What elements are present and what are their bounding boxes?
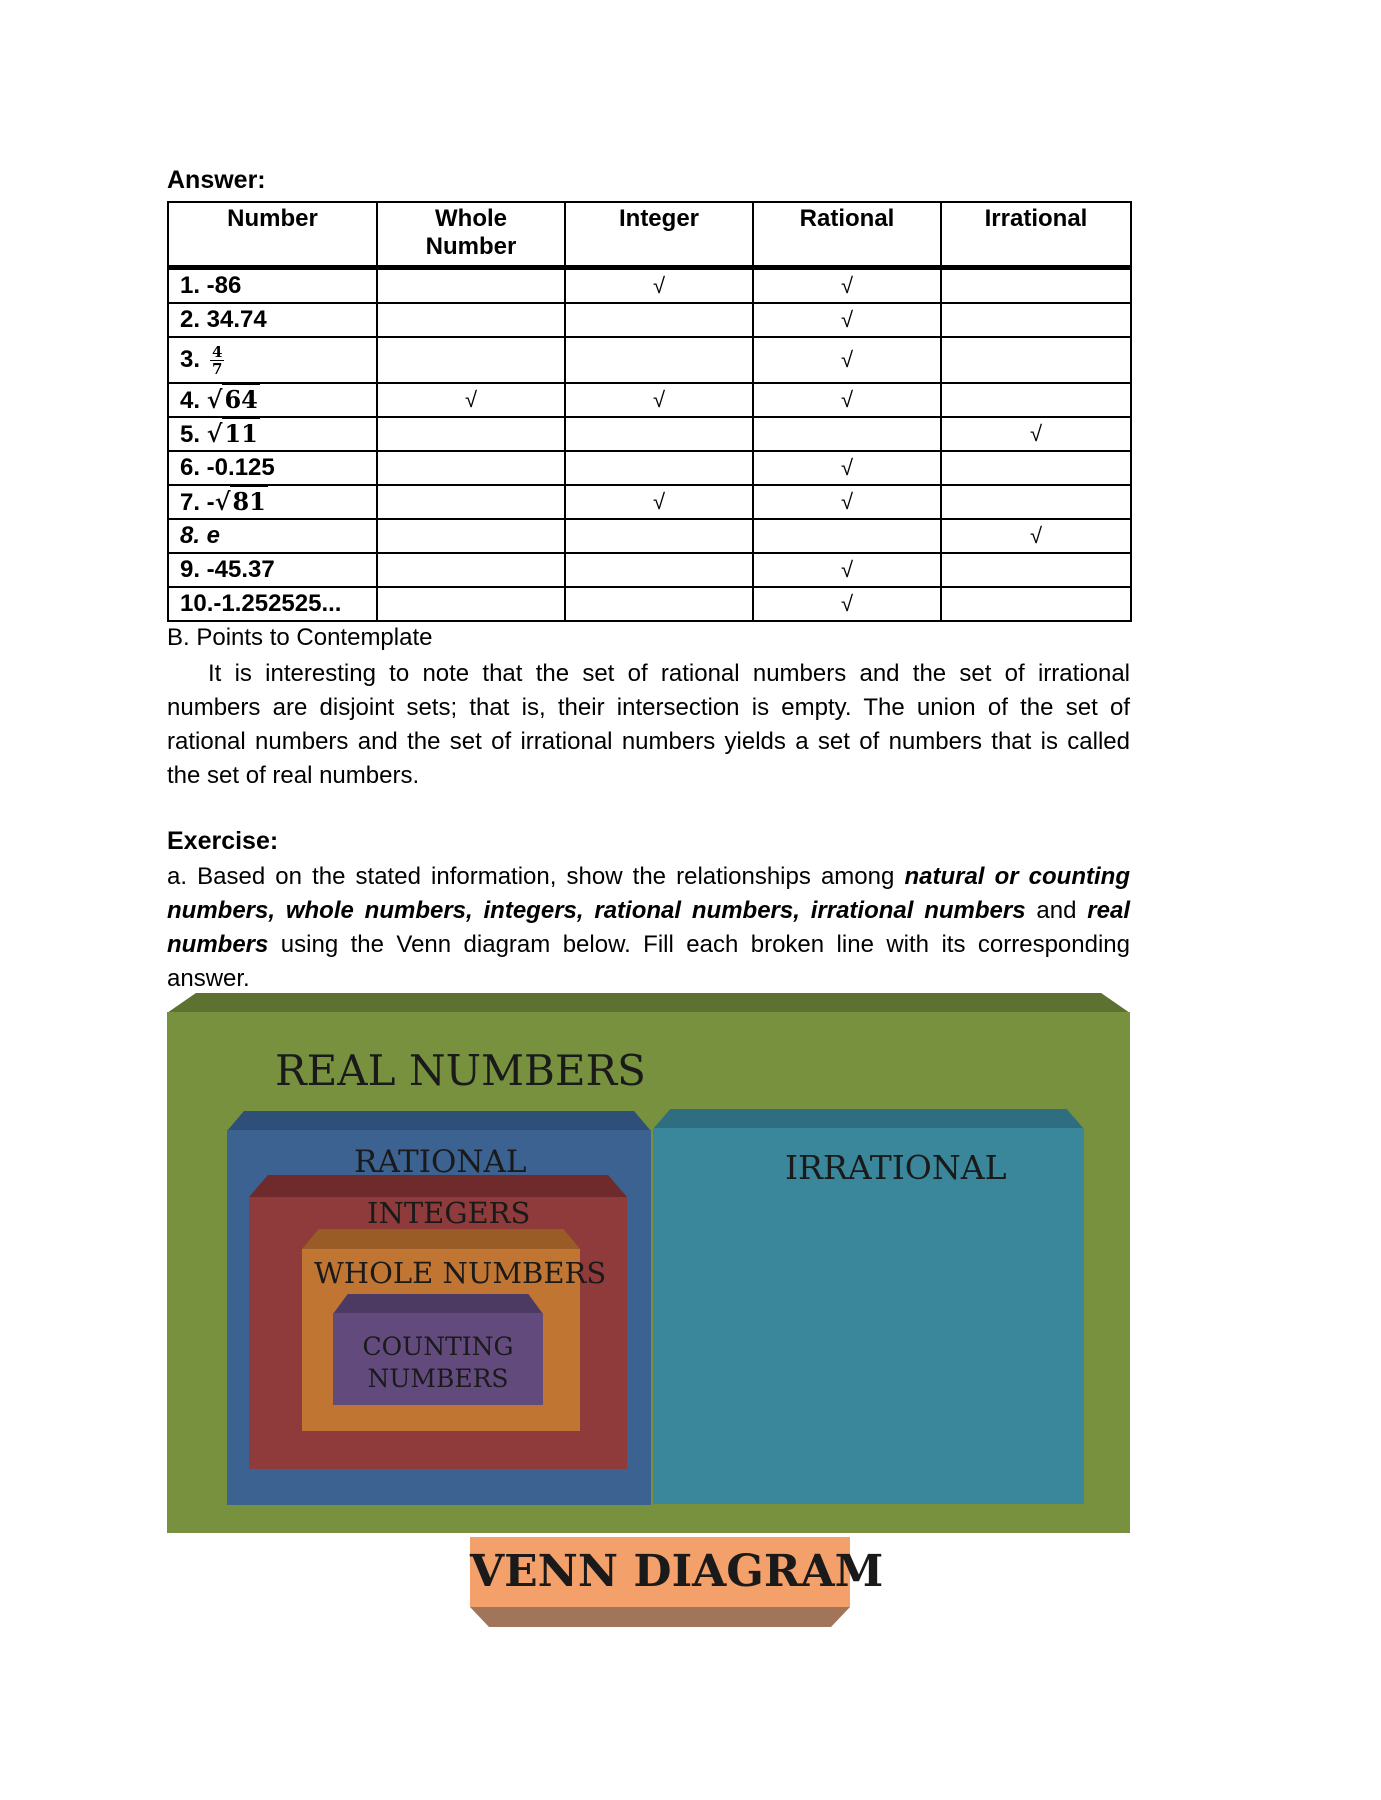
mark-cell: √ [753,303,941,337]
table-row [168,268,1131,304]
answer-table [167,201,1132,622]
exercise-heading: Exercise: [167,827,279,855]
counting-label-line1: COUNTING [362,1332,514,1361]
table-row [168,303,1131,337]
mark-cell [565,417,753,451]
counting-numbers-top-bevel [333,1294,543,1314]
fraction-numerator: 4 [212,342,223,361]
irrational-label: IRRATIONAL [785,1148,1007,1187]
mark-cell [941,553,1131,587]
mark-cell [377,451,565,485]
mark-cell [565,553,753,587]
venn-caption-bottom-bevel [470,1607,850,1627]
radicand: 11 [224,419,258,448]
mark-cell [565,337,753,383]
mark-cell [941,587,1131,621]
mark-cell [377,337,565,383]
real-numbers-top-bevel [167,993,1130,1013]
table-row [168,485,1131,519]
exercise-emphasis-1: natural or counting numbers, whole numbers, integers, rational numbers, irrational numbers [167,863,1130,924]
mark-cell [377,417,565,451]
mark-cell [377,303,565,337]
header-irrational: Irrational [941,202,1131,268]
mark-cell [941,303,1131,337]
mark-cell [753,519,941,553]
mark-cell: √ [377,383,565,417]
exercise-text-2: and [1025,897,1088,924]
mark-cell [377,268,565,304]
row-prefix: 7. - [180,489,215,516]
mark-cell [565,519,753,553]
mark-cell [941,383,1131,417]
radicand: 64 [224,385,258,414]
irrational-top-bevel [653,1109,1084,1129]
section-b-paragraph: It is interesting to note that the set of rational numbers and the set of irrational numbers are disjoint sets; that is, their intersection is empty. The union of the set of rational numbers and the set of irrational numbers yields a set of numbers that is called the set of real numbers. [167,660,1130,789]
header-rational: Rational [753,202,941,268]
real-numbers-label: REAL NUMBERS [275,1046,646,1095]
mark-cell [941,268,1131,304]
mark-cell [565,303,753,337]
answer-heading: Answer: [167,166,266,194]
mark-cell [377,519,565,553]
row-number [168,417,377,451]
fraction [210,344,224,377]
sqrt-symbol: √ [206,385,223,414]
mark-cell [941,485,1131,519]
mark-cell: √ [941,417,1131,451]
row-number: 6. -0.125 [168,451,377,485]
counting-label-line2: NUMBERS [367,1364,509,1393]
table-row [168,451,1131,485]
sqrt-symbol: √ [206,419,223,448]
mark-cell: √ [753,485,941,519]
whole-numbers-label: WHOLE NUMBERS [314,1256,607,1290]
mark-cell: √ [753,587,941,621]
mark-cell [753,417,941,451]
rational-label: RATIONAL [354,1144,527,1178]
row-number: 9. -45.37 [168,553,377,587]
exercise-paragraph [167,860,1130,996]
mark-cell: √ [753,337,941,383]
row-number [168,485,377,519]
table-row [168,587,1131,621]
fraction-denominator: 7 [212,359,223,378]
table-header-row [168,202,1131,268]
mark-cell: √ [753,553,941,587]
row-number: 1. -86 [168,268,377,304]
mark-cell [377,485,565,519]
venn-caption: VENN DIAGRAM [470,1546,884,1597]
mark-cell [565,451,753,485]
mark-cell: √ [565,485,753,519]
table-row [168,417,1131,451]
mark-cell [377,553,565,587]
radicand: 81 [232,487,266,516]
header-integer: Integer [565,202,753,268]
mark-cell: √ [753,268,941,304]
row-number: 10.-1.252525... [168,587,377,621]
mark-cell: √ [941,519,1131,553]
row-number [168,383,377,417]
header-whole-number: Whole Number [377,202,565,268]
mark-cell [377,587,565,621]
mark-cell: √ [565,268,753,304]
table-row [168,337,1131,383]
row-prefix: 3. [180,345,201,373]
mark-cell: √ [753,451,941,485]
exercise-emphasis-2: real numbers [167,897,1130,958]
row-number [168,337,377,383]
counting-numbers-label [333,1331,543,1395]
exercise-text-3: using the Venn diagram below. Fill each broken line with its corresponding answer. [167,931,1130,992]
row-prefix: 5. [180,421,201,448]
header-number: Number [168,202,377,268]
table-row [168,553,1131,587]
integers-label: INTEGERS [367,1196,531,1230]
mark-cell [941,337,1131,383]
row-prefix: 4. [180,387,201,414]
mark-cell [941,451,1131,485]
rational-top-bevel [227,1111,651,1131]
integers-top-bevel [249,1175,627,1197]
row-number: 2. 34.74 [168,303,377,337]
table-row [168,383,1131,417]
mark-cell: √ [565,383,753,417]
table-row [168,519,1131,553]
sqrt-symbol: √ [214,487,231,516]
mark-cell [565,587,753,621]
whole-numbers-top-bevel [302,1229,580,1249]
exercise-text-1: a. Based on the stated information, show the relationships among [167,863,905,890]
mark-cell: √ [753,383,941,417]
section-b-heading: B. Points to Contemplate [167,624,433,651]
row-number: 8. e [168,519,377,553]
